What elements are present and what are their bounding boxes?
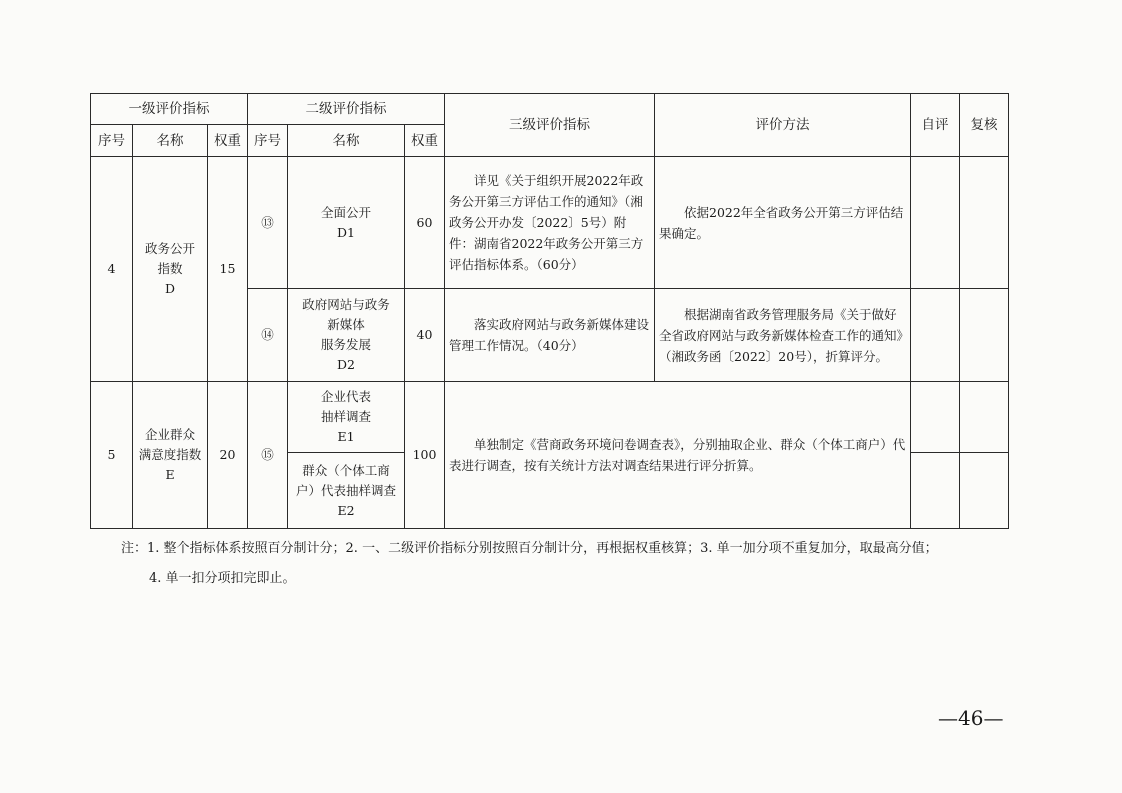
header-review: 复核 bbox=[960, 94, 1009, 157]
group-4-name bbox=[133, 157, 208, 382]
item-d2-no: ⑭ bbox=[248, 289, 288, 382]
item-e-no: ⑮ bbox=[248, 382, 288, 529]
item-d2-method: 根据湖南省政务管理服务局《关于做好全省政府网站与政务新媒体检查工作的通知》（湘政务函〔2022〕20号），折算评分。 bbox=[655, 289, 911, 382]
header-level2: 二级评价指标 bbox=[248, 94, 445, 125]
item-d1-name bbox=[288, 157, 405, 289]
group-5-name-line: 满意度指数 bbox=[138, 447, 202, 462]
group-4-no: 4 bbox=[91, 157, 133, 382]
item-e1-name bbox=[288, 382, 405, 453]
group-5-weight: 20 bbox=[208, 382, 248, 529]
item-e1-name-line: 抽样调查 bbox=[320, 409, 371, 424]
header-level1: 一级评价指标 bbox=[91, 94, 248, 125]
item-d1-name-line: D1 bbox=[337, 224, 355, 240]
item-d1-no: ⑬ bbox=[248, 157, 288, 289]
group-5-name-line: E bbox=[165, 467, 175, 482]
header-method: 评价方法 bbox=[655, 94, 911, 157]
item-d2-self-eval bbox=[911, 289, 960, 382]
table-notes bbox=[121, 534, 1021, 594]
item-e1-self-eval bbox=[911, 382, 960, 453]
item-e-merged: 单独制定《营商政务环境问卷调查表》，分别抽取企业、群众（个体工商户）代表进行调查，按有关统计方法对调查结果进行评分折算。 bbox=[445, 382, 911, 529]
item-d2-review bbox=[960, 289, 1009, 382]
header-self-eval: 自评 bbox=[911, 94, 960, 157]
item-e2-name-line: E2 bbox=[337, 502, 355, 518]
item-d2-weight: 40 bbox=[405, 289, 445, 382]
group-4-weight: 15 bbox=[208, 157, 248, 382]
header-l2-no: 序号 bbox=[248, 125, 288, 157]
group-4-name-line: 政务公开 bbox=[144, 241, 195, 256]
item-d2-name-line: 政府网站与政务 bbox=[302, 297, 390, 312]
item-e1-name-line: E1 bbox=[337, 429, 355, 444]
item-e2-name-line: 群众（个体工商 bbox=[302, 462, 390, 478]
item-e2-name bbox=[288, 453, 405, 529]
item-d2-name-line: 新媒体 bbox=[327, 317, 365, 332]
page-number: —46— bbox=[938, 706, 1004, 730]
item-d1-name-line: 全面公开 bbox=[320, 204, 371, 220]
note-line-2: 4. 单一扣分项扣完即止。 bbox=[149, 571, 296, 586]
group-5-name-line: 企业群众 bbox=[144, 427, 195, 442]
item-d2-name-line: D2 bbox=[337, 357, 355, 372]
header-l2-weight: 权重 bbox=[405, 125, 445, 157]
item-d1-review bbox=[960, 157, 1009, 289]
item-d2-level3: 落实政府网站与政务新媒体建设管理工作情况。（40分） bbox=[445, 289, 655, 382]
item-e1-review bbox=[960, 382, 1009, 453]
group-4-name-line: 指数 bbox=[157, 261, 183, 276]
item-d1-weight: 60 bbox=[405, 157, 445, 289]
evaluation-table bbox=[90, 93, 1009, 529]
item-e1-name-line: 企业代表 bbox=[320, 389, 371, 404]
group-4-name-line: D bbox=[164, 281, 176, 296]
group-5-name bbox=[133, 382, 208, 529]
header-l1-weight: 权重 bbox=[208, 125, 248, 157]
header-level3: 三级评价指标 bbox=[445, 94, 655, 157]
item-d1-self-eval bbox=[911, 157, 960, 289]
note-line-1: 注：1. 整个指标体系按照百分制计分；2. 一、二级评价指标分别按照百分制计分，再根据权重核算；3. 单一加分项不重复加分，取最高分值； bbox=[121, 541, 938, 556]
item-e-weight: 100 bbox=[405, 382, 445, 529]
item-e2-self-eval bbox=[911, 453, 960, 529]
header-l1-no: 序号 bbox=[91, 125, 133, 157]
header-l1-name: 名称 bbox=[133, 125, 208, 157]
item-e2-review bbox=[960, 453, 1009, 529]
item-d2-name-line: 服务发展 bbox=[320, 337, 371, 352]
item-d1-method: 依据2022年全省政务公开第三方评估结果确定。 bbox=[655, 157, 911, 289]
header-l2-name: 名称 bbox=[288, 125, 405, 157]
item-e2-name-line: 户）代表抽样调查 bbox=[295, 482, 396, 498]
group-5-no: 5 bbox=[91, 382, 133, 529]
item-d1-level3: 详见《关于组织开展2022年政务公开第三方评估工作的通知》（湘政务公开办发〔2022〕5号）附件：湖南省2022年政务公开第三方评估指标体系。（60分） bbox=[445, 157, 655, 289]
item-d2-name bbox=[288, 289, 405, 382]
